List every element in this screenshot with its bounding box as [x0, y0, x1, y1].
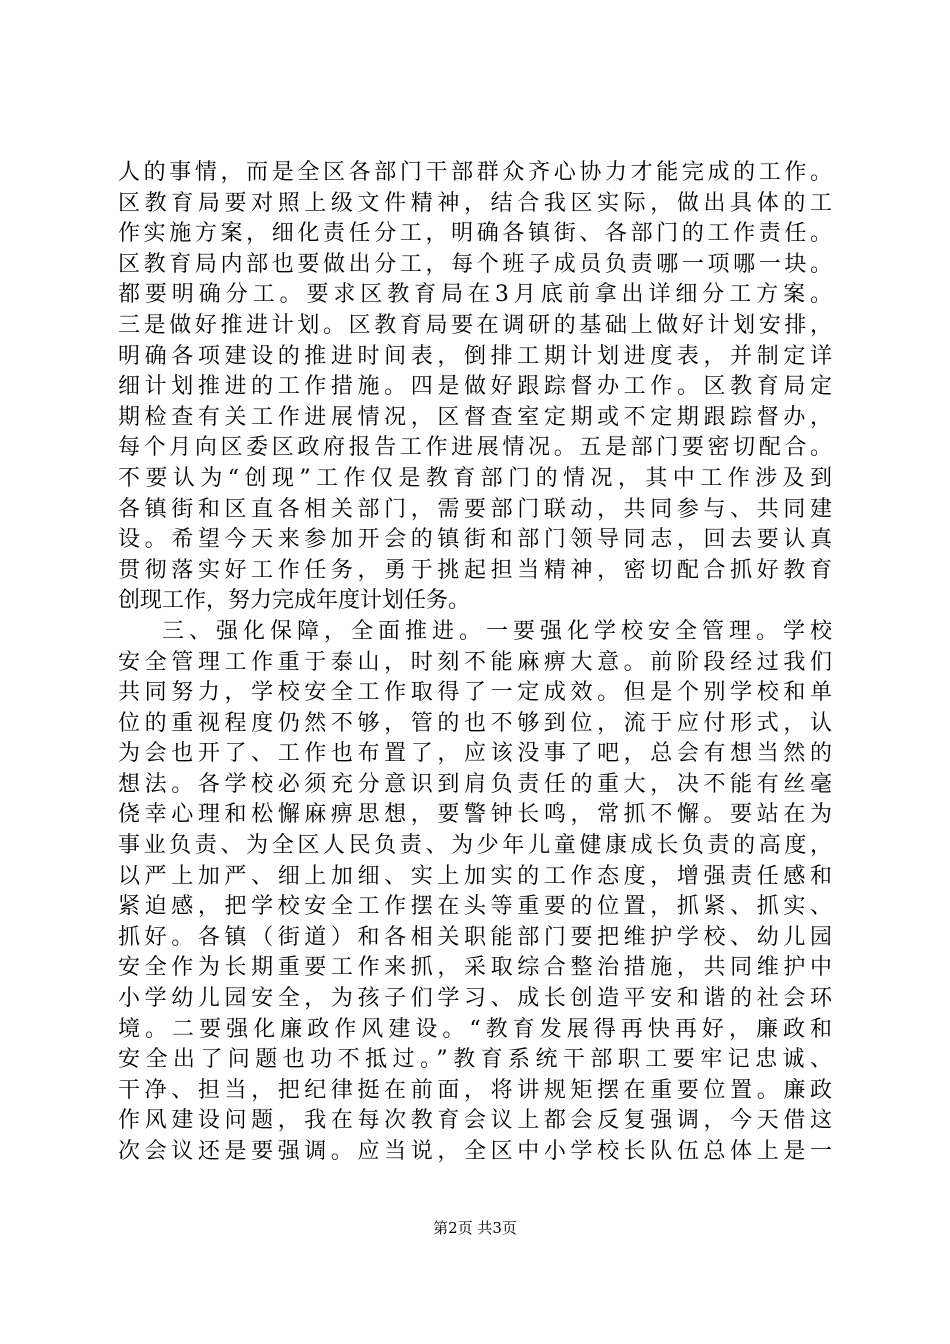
text-line: 次会议还是要强调。应当说，全区中小学校长队伍总体上是一: [118, 1139, 832, 1164]
text-line: 安全管理工作重于泰山，时刻不能麻痹大意。前阶段经过我们: [118, 649, 832, 675]
text-line: 不要认为“创现”工作仅是教育部门的情况，其中工作涉及到: [118, 465, 832, 491]
text-line: 安全作为长期重要工作来抓，采取综合整治措施，共同维护中: [118, 955, 832, 981]
text-line: 贯彻落实好工作任务，勇于挑起担当精神，密切配合抓好教育: [118, 557, 832, 583]
page-footer: 第2页 共3页: [433, 1219, 517, 1237]
text-line: 想法。各学校必须充分意识到肩负责任的重大，决不能有丝毫: [118, 771, 832, 797]
text-line: 小学幼儿园安全，为孩子们学习、成长创造平安和谐的社会环: [118, 986, 832, 1012]
text-line: 安全出了问题也功不抵过。”教育系统干部职工要牢记忠诚、: [118, 1047, 832, 1073]
text-line: 各镇街和区直各相关部门，需要部门联动，共同参与、共同建: [118, 496, 832, 522]
text-line: 细计划推进的工作措施。四是做好跟踪督办工作。区教育局定: [118, 374, 832, 400]
document-body: [118, 158, 832, 1168]
text-line: 三是做好推进计划。区教育局要在调研的基础上做好计划安排，: [118, 312, 832, 338]
text-line: 都要明确分工。要求区教育局在3月底前拿出详细分工方案。: [118, 282, 832, 308]
text-line: 三、强化保障，全面推进。一要强化学校安全管理。学校: [162, 618, 832, 644]
text-line: 抓好。各镇（街道）和各相关职能部门要把维护学校、幼儿园: [118, 924, 832, 950]
text-line: 区教育局内部也要做出分工，每个班子成员负责哪一项哪一块。: [118, 251, 832, 277]
text-line: 作实施方案，细化责任分工，明确各镇街、各部门的工作责任。: [118, 221, 832, 247]
text-line: 区教育局要对照上级文件精神，结合我区实际，做出具体的工: [118, 190, 832, 216]
text-line: 事业负责、为全区人民负责、为少年儿童健康成长负责的高度，: [118, 833, 832, 859]
text-line: 设。希望今天来参加开会的镇街和部门领导同志，回去要认真: [118, 527, 832, 553]
text-line: 干净、担当，把纪律挺在前面，将讲规矩摆在重要位置。廉政: [118, 1077, 832, 1103]
text-line: 期检查有关工作进展情况，区督查室定期或不定期跟踪督办，: [118, 404, 832, 430]
text-line: 紧迫感，把学校安全工作摆在头等重要的位置，抓紧、抓实、: [118, 894, 832, 920]
text-line: 侥幸心理和松懈麻痹思想，要警钟长鸣，常抓不懈。要站在为: [118, 802, 832, 828]
text-line: 作风建设问题，我在每次教育会议上都会反复强调，今天借这: [118, 1108, 832, 1134]
text-line: 明确各项建设的推进时间表，倒排工期计划进度表，并制定详: [118, 343, 832, 369]
text-line: 共同努力，学校安全工作取得了一定成效。但是个别学校和单: [118, 680, 832, 706]
text-line: 人的事情，而是全区各部门干部群众齐心协力才能完成的工作。: [118, 160, 832, 185]
text-line: 以严上加严、细上加细、实上加实的工作态度，增强责任感和: [118, 863, 832, 889]
text-line: 为会也开了、工作也布置了，应该没事了吧，总会有想当然的: [118, 741, 832, 767]
text-line: 位的重视程度仍然不够，管的也不够到位，流于应付形式，认: [118, 710, 832, 736]
text-line: 境。二要强化廉政作风建设。“教育发展得再快再好，廉政和: [118, 1016, 832, 1042]
text-line: 创现工作，努力完成年度计划任务。: [118, 588, 471, 614]
text-line: 每个月向区委区政府报告工作进展情况。五是部门要密切配合。: [118, 435, 832, 461]
